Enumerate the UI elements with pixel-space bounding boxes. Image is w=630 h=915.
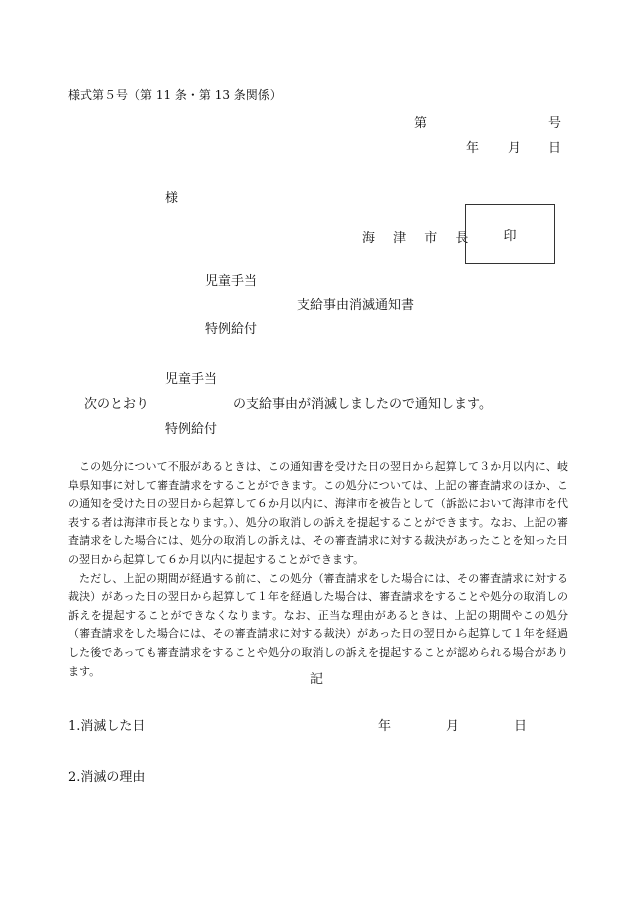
item-extinction-date-label: 1.消滅した日 (68, 719, 146, 734)
item-extinction-reason-label: 2.消滅の理由 (68, 770, 146, 785)
addressee-honorific: 様 (165, 191, 179, 206)
date-day: 日 (548, 141, 562, 156)
item-date-month: 月 (446, 719, 460, 734)
notice-lead: 次のとおり (84, 397, 150, 412)
number-prefix: 第 (414, 116, 428, 131)
number-suffix: 号 (548, 116, 562, 131)
date-month: 月 (508, 141, 522, 156)
issuer-title: 海 津 市 長 (362, 231, 476, 246)
date-year: 年 (466, 141, 480, 156)
appeal-instructions (68, 458, 568, 681)
seal-box (465, 204, 555, 264)
item-date-year: 年 (378, 719, 392, 734)
item-date-day: 日 (514, 719, 528, 734)
seal-mark: 印 (503, 228, 517, 244)
record-mark: 記 (310, 672, 324, 687)
form-id: 様式第５号（第 11 条・第 13 条関係） (68, 88, 282, 102)
appeal-paragraph-1: この処分について不服があるときは、この通知書を受けた日の翌日から起算して３か月以内に、岐阜県知事に対して審査請求をすることができます。この処分については、上記の審査請求のほか、この通知を受けた日の翌日から起算して６か月以内に、海津市を被告として（訴訟において海津市を代表する者は海津市長となります。）、処分の取消しの訴えを提起することができます。なお、上記の審査請求をした場合には、処分の取消しの訴えは、その審査請求に対する裁決があったことを知った日の翌日から起算して６か月以内に提起することができます。 (68, 460, 568, 566)
appeal-paragraph-2: ただし、上記の期間が経過する前に、この処分（審査請求をした場合には、その審査請求に対する裁決）があった日の翌日から起算して１年を経過した場合は、審査請求をすることや処分の取消しの訴えを提起することができなくなります。なお、正当な理由があるときは、上記の期間やこの処分（審査請求をした場合には、その審査請求に対する裁決）があった日の翌日から起算して１年を経過した後であっても審査請求をすることや処分の取消しの訴えを提起することが認められる場合があります。 (68, 571, 568, 678)
title-lower: 特例給付 (205, 322, 258, 337)
document-title: 支給事由消滅通知書 (297, 298, 415, 313)
title-upper: 児童手当 (205, 274, 258, 289)
notice-upper: 児童手当 (165, 372, 218, 387)
notice-tail: の支給事由が消滅しましたので通知します。 (233, 397, 492, 412)
notice-lower: 特例給付 (165, 422, 218, 437)
